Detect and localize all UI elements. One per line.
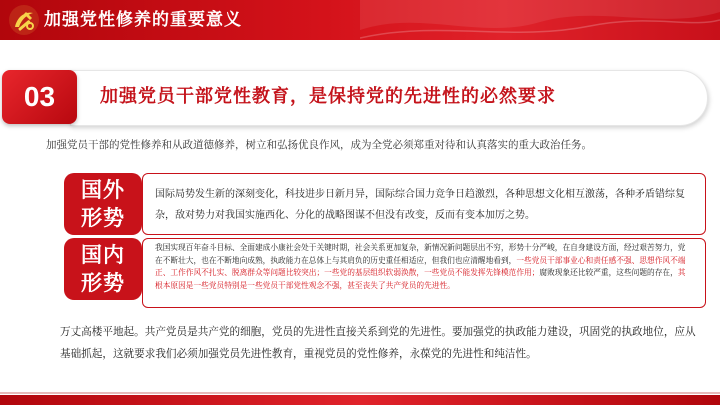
tag-external-line1: 国外 bbox=[81, 178, 125, 202]
tag-external-situation bbox=[64, 173, 142, 235]
internal-text-highlight-1: 一些党员干部事业心和责任感不强、思想作风不端正、工作作风不扎实、脱离群众等问题比较突出；一些党的基层组织软弱涣散，一些党员不能发挥先锋模范作用； bbox=[155, 255, 686, 278]
intro-text: 加强党员干部的党性修养和从政道德修养，树立和弘扬优良作风，成为全党必须郑重对待和认真落实的重大政治任务。 bbox=[46, 139, 592, 151]
header-title: 加强党性修养的重要意义 bbox=[44, 10, 242, 30]
internal-situation-box bbox=[142, 238, 706, 308]
section-number: 03 bbox=[2, 70, 77, 124]
footer-divider bbox=[0, 392, 720, 394]
section-title: 加强党员干部党性教育，是保持党的先进性的必然要求 bbox=[100, 86, 556, 107]
internal-text-normal: 我国实现百年奋斗目标、全面建成小康社会处于关键时期，社会关系更加复杂，新情况新问题层出不穷，形势十分严峻，在自身建设方面，经过艰苦努力，党在不断壮大，也在不断地向成熟，执政能力在总体上与其肩负的历史重任相适应，但我们也应清醒地看到， bbox=[155, 243, 686, 265]
tag-internal-line1: 国内 bbox=[81, 243, 125, 267]
external-situation-box bbox=[142, 173, 706, 235]
party-emblem-icon bbox=[8, 4, 40, 36]
conclusion-text: 万丈高楼平地起。共产党员是共产党的细胞，党员的先进性直接关系到党的先进性。要加强党的执政能力建设，巩固党的执政地位，应从基础抓起，这就要求我们必须加强党员先进性教育，重视党员的党性修养，永葆党的先进性和纯洁性。 bbox=[60, 326, 696, 360]
internal-text-normal-2: 腐败现象还比较严重，这些问题的存在， bbox=[539, 268, 678, 278]
header-bar bbox=[0, 0, 720, 40]
tag-external-line2: 形势 bbox=[81, 206, 125, 230]
footer-band bbox=[0, 395, 720, 405]
internal-text-highlight-2: 其根本原因是一些党员特别是一些党员干部党性观念不强，甚至丧失了共产党员的先进性。 bbox=[155, 268, 686, 290]
tag-internal-line2: 形势 bbox=[81, 271, 125, 295]
header-wave-decoration bbox=[360, 0, 720, 40]
external-situation-text: 国际局势发生新的深刻变化，科技进步日新月异，国际综合国力竞争日趋激烈，各种思想文化相互激荡，各种矛盾错综复杂，敌对势力对我国实施西化、分化的战略图谋不但没有改变，反而有变本加厉之势。 bbox=[155, 189, 685, 221]
tag-internal-situation bbox=[64, 238, 142, 300]
